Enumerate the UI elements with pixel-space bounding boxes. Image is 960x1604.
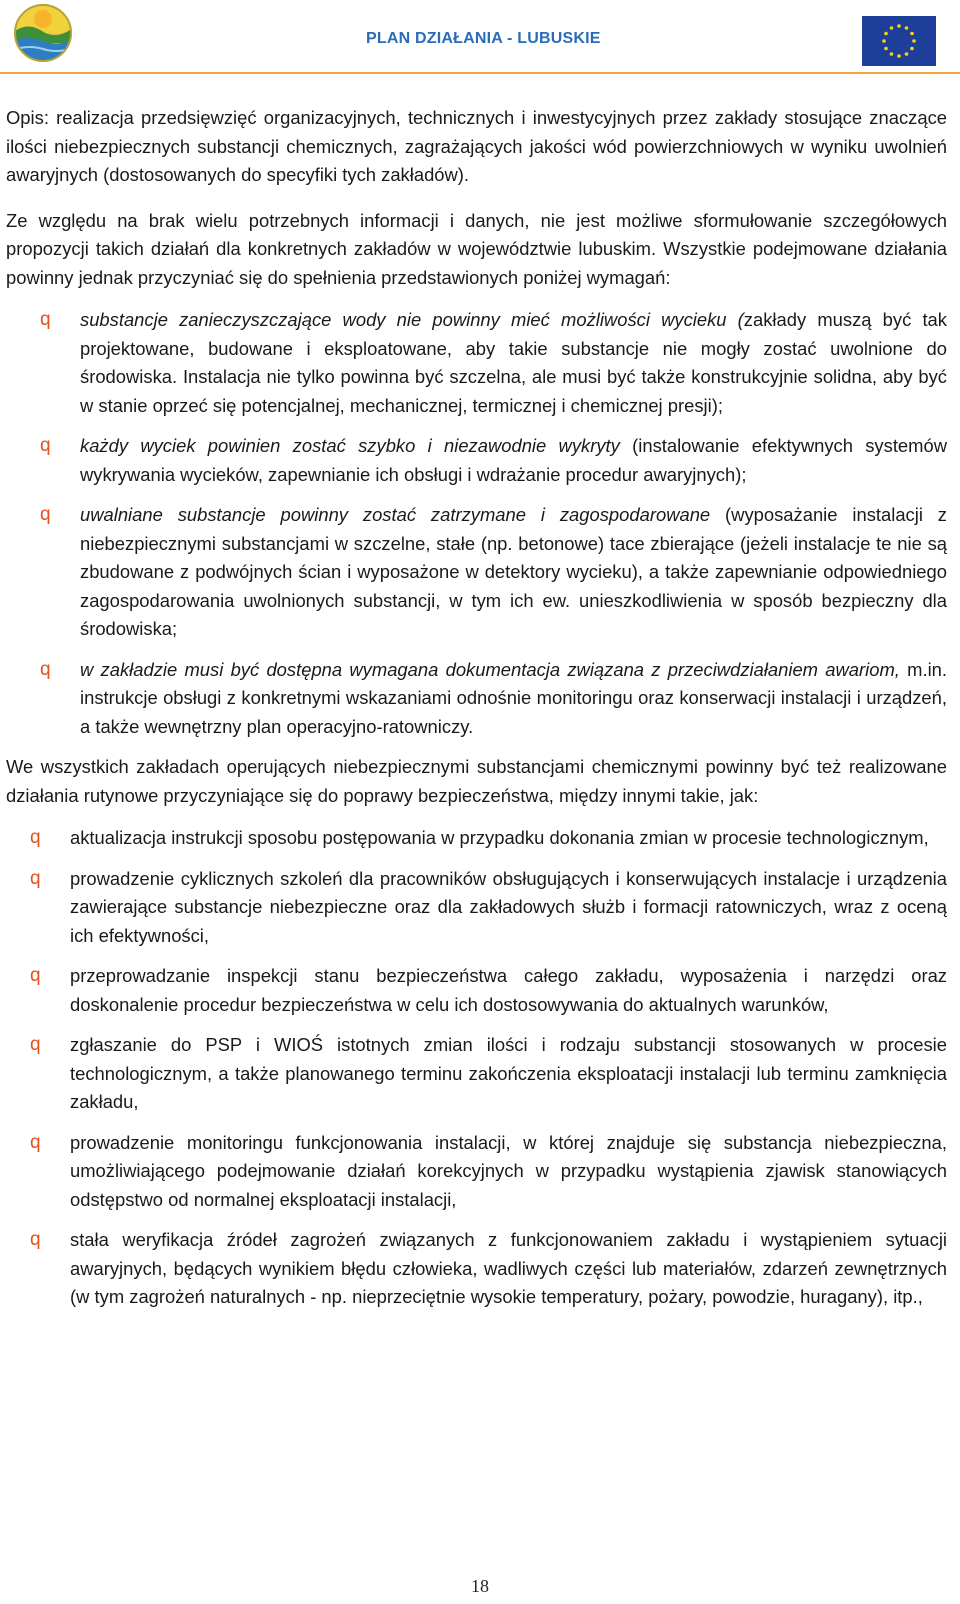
document-header-title: PLAN DZIAŁANIA - LUBUSKIE [366,30,601,47]
list-item [6,1129,947,1215]
list-item-text: prowadzenie monitoringu funkcjonowania instalacji, w której znajduje się substancja niebezpieczna, umożliwiającego podejmowanie działań korekcyjnych w przypadku wystąpienia zjawisk stanowiących odstępstwo od normalnej eksploatacji instalacji, [70,1131,947,1210]
regional-landscape-logo-icon [12,3,74,63]
bullet-marker: q [40,504,51,525]
requirement-title: każdy wyciek powinien zostać szybko i niezawodnie wykryty [80,435,620,456]
bullet-marker: q [30,827,41,848]
eu-star-icon [897,24,901,28]
requirement-detail: m.in. instrukcje obsługi z konkretnymi wskazaniami odnośnie monitoringu oraz konserwacji instalacji i urządzeń, a także wewnętrzny plan operacyjno-ratowniczy. [80,658,947,737]
list-item-text: przeprowadzanie inspekcji stanu bezpieczeństwa całego zakładu, wyposażenia i narzędzi oraz doskonalenie procedur bezpieczeństwa w celu ich dostosowywania do aktualnych warunków, [70,965,947,1015]
list-item [6,432,947,489]
eu-star-icon [905,52,909,56]
list-item-text: aktualizacja instrukcji sposobu postępowania w przypadku dokonania zmian w procesie technologicznym, [70,827,929,848]
requirement-title: w zakładzie musi być dostępna wymagana dokumentacja związana z przeciwdziałaniem awariom, [80,658,900,680]
bullet-marker: q [30,965,41,986]
requirement-title: substancje zanieczyszczające wody nie powinny mieć możliwości wycieku ( [80,309,744,330]
eu-star-icon [890,26,894,30]
bullet-marker: q [40,309,51,330]
list-item [6,865,947,951]
list-item-text: zgłaszanie do PSP i WIOŚ istotnych zmian ilości i rodzaju substancji stosowanych w procesie technologicznym, a także planowanego terminu zakończenia eksploatacji instalacji lub terminu zamknięcia zakładu, [70,1034,947,1112]
page-number: 18 [471,1576,489,1596]
requirements-list [6,306,947,741]
list-item-text: prowadzenie cyklicznych szkoleń dla pracowników obsługujących i konserwujących instalacje i urządzenia zawierające substancje niebezpieczne oraz dla zakładowych służb i formacji ratowniczych, wraz z oceną ich efektywności, [70,867,947,946]
bullet-marker: q [30,1034,41,1055]
eu-star-icon [882,39,886,43]
bullet-marker: q [40,658,51,680]
eu-star-icon [905,26,909,30]
list-item-text: stała weryfikacja źródeł zagrożeń związanych z funkcjonowaniem zakładu i wystąpieniem sytuacji awaryjnych, będących wynikiem błędu człowieka, wadliwych części lub materiałów, zdarzeń zewnętrznych (w tym zagrożeń naturalnych - np. nieprzeciętnie wysokie temperatury, pożary, powodzie, huragany), itp., [70,1229,947,1307]
routine-intro-paragraph: We wszystkich zakładach operujących niebezpiecznymi substancjami chemicznymi powinny być też realizowane działania rutynowe przyczyniające się do poprawy bezpieczeństwa, między innymi takie, jak: [6,756,947,806]
list-item [6,656,947,742]
header-divider [0,72,960,74]
description-paragraph: Opis: realizacja przedsięwzięć organizacyjnych, technicznych i inwestycyjnych przez zakłady stosujące znaczące ilości niebezpiecznych substancji chemicznych, zagrażających jakości wód powierzchniowych w wyniku uwolnień awaryjnych (dostosowanych do specyfiki tych zakładów). [6,107,947,185]
bullet-marker: q [30,867,41,889]
list-item [6,306,947,420]
eu-star-icon [890,52,894,56]
requirement-title: uwalniane substancje powinny zostać zatrzymane i zagospodarowane [80,504,711,525]
bullet-marker: q [30,1229,41,1250]
requirement-detail: zakłady muszą być tak projektowane, budowane i eksploatowane, aby takie substancje nie mogły zostać uwolnione do środowiska. Instalacja nie tylko powinna być szczelna, ale musi być także konstrukcyjnie solidna, aby być w stanie oprzeć się potencjalnej, mechanicznej, termicznej i chemicznej presji); [80,309,947,416]
list-item [6,1226,947,1312]
requirement-detail: (instalowanie efektywnych systemów wykrywania wycieków, zapewnianie ich obsługi i wdrażanie procedur awaryjnych); [80,435,947,485]
routine-actions-list [6,824,947,1312]
list-item [6,1031,947,1117]
eu-flag-icon [862,16,936,66]
list-item [6,962,947,1019]
eu-star-icon [884,32,888,36]
document-body [6,104,947,1324]
list-item [6,501,947,644]
context-paragraph: Ze względu na brak wielu potrzebnych informacji i danych, nie jest możliwe sformułowanie szczegółowych propozycji takich działań dla konkretnych zakładów w województwie lubuskim. Wszystkie podejmowane działania powinny jednak przyczyniać się do spełnienia przedstawionych poniżej wymagań: [6,209,947,288]
eu-star-icon [897,54,901,58]
eu-star-icon [910,32,914,36]
requirement-detail: (wyposażanie instalacji z niebezpiecznymi substancjami w szczelne, stałe (np. betonowe) tace zbierające (jeżeli instalacje te nie są zbudowane z podwójnych ścian i wyposażone w detektory wycieku), a także zapewnianie odpowiedniego zagospodarowania uwolnionych substancji, w tym ich ew. unieszkodliwienia w sposób bezpieczny dla środowiska; [80,504,947,639]
bullet-marker: q [30,1131,41,1153]
bullet-marker: q [40,435,51,456]
page-header [0,0,960,74]
eu-star-icon [912,39,916,43]
eu-star-icon [910,47,914,51]
eu-star-icon [884,47,888,51]
list-item [6,824,947,853]
